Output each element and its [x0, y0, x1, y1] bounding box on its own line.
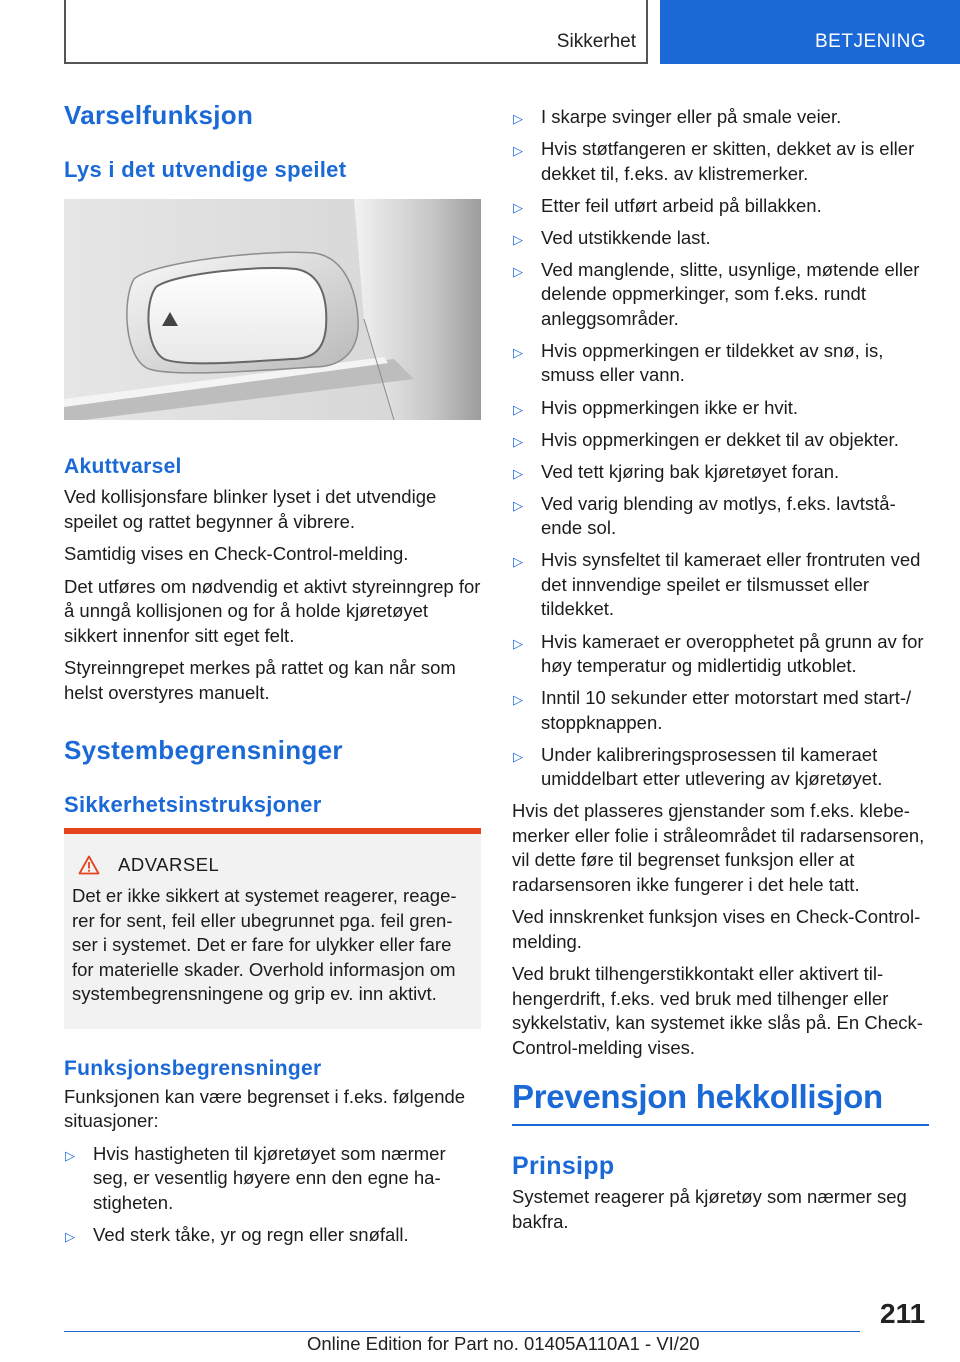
triangle-right-outline-icon: ▷ [513, 401, 523, 417]
subtitle-lys-speil: Lys i det utvendige speilet [64, 157, 347, 182]
list-item: ▷ Ved utstikkende last. [512, 226, 929, 251]
paragraph: Hvis det plasseres gjenstander som f.eks. klebemerker eller folie i stråleområdet til radarsensoren, vil dette føre til begrenset funksjon eller at radarsensoren ikke fungerer i det hele tatt. [512, 800, 925, 895]
list-item: ▷ Hvis oppmerkingen er dekket til av objekter. [512, 428, 929, 453]
list-item: ▷ Ved sterk tåke, yr og regn eller snøfall. [64, 1223, 481, 1248]
list-item: ▷ Ved tett kjøring bak kjøretøyet foran. [512, 460, 929, 485]
triangle-right-outline-icon: ▷ [65, 1228, 75, 1244]
limitation-list [64, 1142, 481, 1248]
warning-text: Det er ikke sikkert at systemet reagerer, reagerer for sent, feil eller ubegrunnet pga. feil grenser i systemet. Det er fare for ulykker eller fare for materielle skader. Overhold informasjon om systembegrensningene og grip ev. inn aktivt. [72, 885, 457, 1004]
paragraph: Styreinngrepet merkes på rattet og kan når som helst overstyres manuelt. [64, 657, 456, 703]
section-title-systembegrensninger: Systembegrensninger [64, 735, 343, 765]
warning-box [64, 828, 481, 1029]
list-item: ▷ Hvis oppmerkingen ikke er hvit. [512, 396, 929, 421]
paragraph: Ved brukt tilhengerstikkontakt eller aktivert tilhengerdrift, f.eks. ved bruk med tilhenger eller sykkelstativ, kan systemet ikke slås på. En Check-Control-melding vises. [512, 963, 923, 1058]
paragraph: Ved kollisjonsfare blinker lyset i det utvendige speilet og rattet begynner å vibrere. [64, 486, 437, 532]
paragraph: Ved innskrenket funksjon vises en Check-Control-melding. [512, 906, 921, 952]
list-item: ▷ Ved manglende, slitte, usynlige, møtende eller delende oppmerkinger, som f.eks. rundt anleggsområder. [513, 258, 920, 329]
list-item: ▷ Inntil 10 sekunder etter motorstart med start-/ stoppknappen. [513, 687, 912, 733]
list-item: ▷ Hvis støtfangeren er skitten, dekket av is eller dekket til, f.eks. av klistremerker. [513, 138, 915, 184]
triangle-right-outline-icon: ▷ [65, 1147, 75, 1163]
list-item: ▷ Hvis kameraet er overopphetet på grunn av for høy temperatur og midlertidig utkoblet. [513, 630, 924, 677]
heading-funksjonsbegrensninger: Funksjonsbegrensninger [64, 1056, 322, 1080]
triangle-right-outline-icon: ▷ [513, 111, 523, 126]
heading-prinsipp: Prinsipp [512, 1152, 615, 1181]
triangle-right-outline-icon: ▷ [513, 263, 523, 279]
list-item: ▷ Under kalibreringsprosessen til kameraet umiddelbart etter utlevering av kjøretøyet. [513, 743, 883, 790]
list-item: ▷ Ved varig blending av motlys, f.eks. lavtstående sol. [513, 492, 896, 539]
chapter-heading-prevensjon: Prevensjon hekkollisjon [512, 1078, 929, 1126]
triangle-right-outline-icon: ▷ [513, 497, 523, 513]
triangle-right-outline-icon: ▷ [513, 692, 523, 708]
warning-header [72, 854, 469, 876]
warning-title: ADVARSEL [118, 854, 220, 875]
mirror-illustration [64, 199, 481, 420]
header-section: Sikkerhet [556, 31, 636, 52]
heading-akuttvarsel: Akuttvarsel [64, 455, 182, 478]
list-item: ▷ Hvis oppmerkingen er tildekket av snø, is, smuss eller vann. [513, 339, 884, 386]
footer-edition: Online Edition for Part no. 01405A110A1 - VI/20 [307, 1333, 700, 1354]
header-chapter: BETJENING [660, 0, 960, 64]
list-item: ▷ Hvis synsfeltet til kameraet eller frontruten ved det innvendige speilet er tilsmusset eller tildekket. [513, 549, 921, 620]
right-column [512, 100, 929, 1234]
triangle-right-outline-icon: ▷ [513, 344, 523, 360]
page-number: 211 [880, 1298, 926, 1329]
triangle-right-outline-icon: ▷ [513, 143, 523, 159]
triangle-right-outline-icon: ▷ [513, 231, 523, 247]
limitation-list-continued [512, 105, 929, 792]
paragraph: Funksjonen kan være begrenset i f.eks. følgende situasjoner: [64, 1085, 466, 1131]
triangle-right-outline-icon: ▷ [513, 199, 523, 215]
list-item: ▷ I skarpe svinger eller på smale veier. [512, 105, 929, 130]
left-column [64, 100, 481, 1255]
footer-divider [64, 1331, 860, 1332]
paragraph: Det utføres om nødvendig et aktivt styreinngrep for å unngå kollisjonen og for å holde kjøretøyet sikkert innenfor sitt eget felt. [64, 575, 481, 646]
paragraph: Samtidig vises en Check-Control-melding. [64, 543, 409, 564]
list-item: ▷ Hvis hastigheten til kjøretøyet som nærmer seg, er vesentlig høyere enn den egne hastigheten. [65, 1142, 446, 1213]
triangle-right-outline-icon: ▷ [513, 465, 523, 481]
section-title-varselfunksjon: Varselfunksjon [64, 100, 254, 130]
paragraph: Systemet reagerer på kjøretøy som nærmer seg bakfra. [512, 1186, 907, 1232]
subtitle-sikkerhetsinstruksjoner: Sikkerhetsinstruksjoner [64, 792, 322, 817]
triangle-right-outline-icon: ▷ [513, 748, 523, 764]
triangle-right-outline-icon: ▷ [513, 635, 523, 651]
warning-triangle-icon [78, 855, 100, 875]
triangle-right-outline-icon: ▷ [513, 433, 523, 449]
list-item: ▷ Etter feil utført arbeid på billakken. [512, 194, 929, 219]
triangle-right-outline-icon: ▷ [513, 554, 523, 570]
